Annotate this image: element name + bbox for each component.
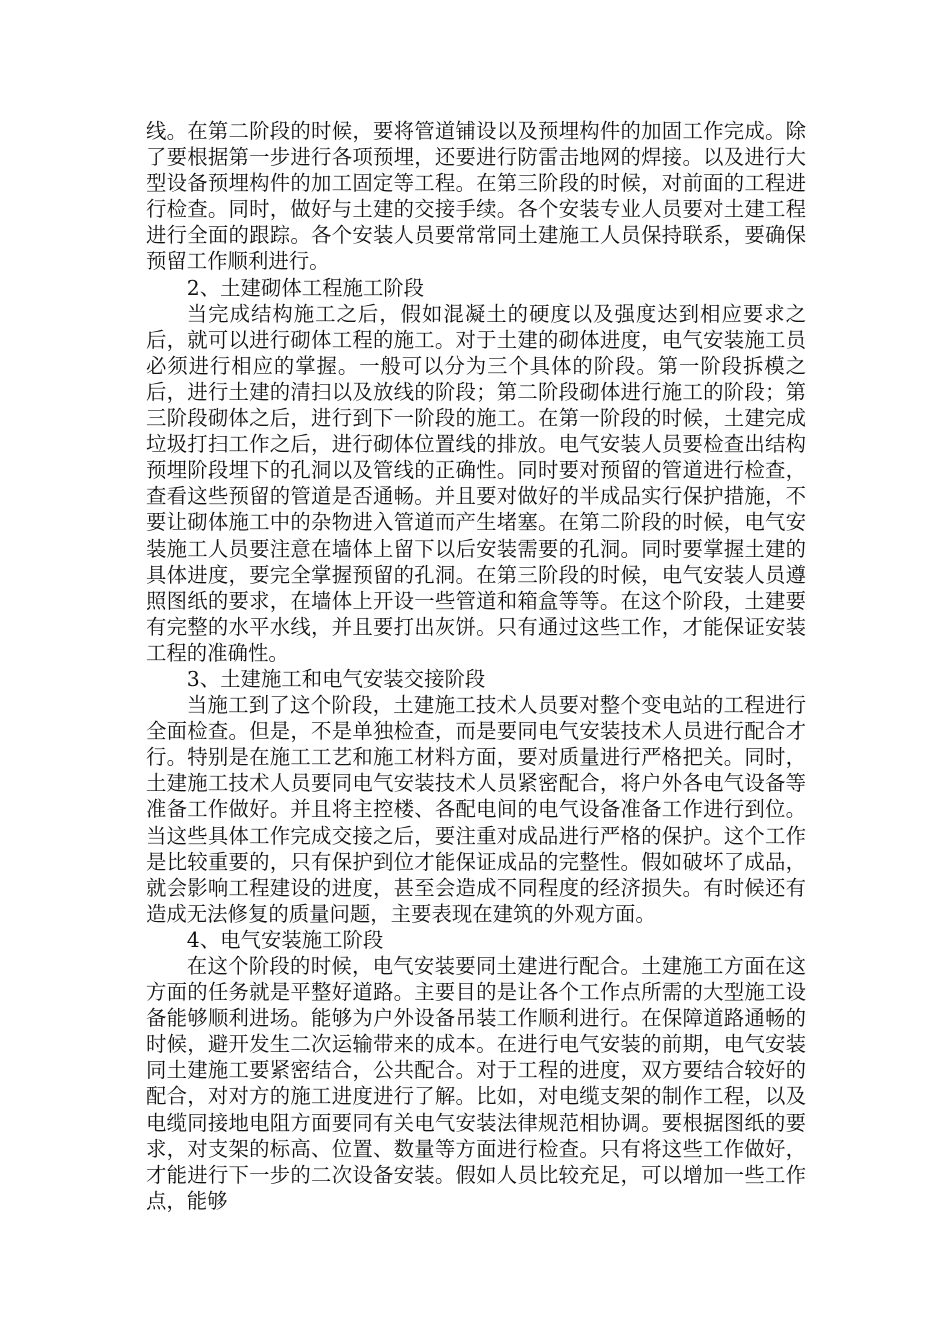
section-heading-2: 2、土建砌体工程施工阶段 bbox=[186, 275, 425, 300]
document-page bbox=[146, 118, 806, 1214]
paragraph-section-3: 当施工到了这个阶段，土建施工技术人员要对整个变电站的工程进行全面检查。但是，不是单独检查，而是要同电气安装技术人员进行配合才行。特别是在施工工艺和施工材料方面，要对质量进行严格把关。同时，土建施工技术人员要同电气安装技术人员紧密配合，将户外各电气设备等准备工作做好。并且将主控楼、各配电间的电气设备准备工作进行到位。当这些具体工作完成交接之后，要注重对成品进行严格的保护。这个工作是比较重要的，只有保护到位才能保证成品的完整性。假如破坏了成品，就会影响工程建设的进度，甚至会造成不同程度的经济损失。有时候还有造成无法修复的质量问题，主要表现在建筑的外观方面。 bbox=[146, 693, 806, 926]
section-heading-4: 4、电气安装施工阶段 bbox=[186, 927, 384, 952]
paragraph-continuation: 线。在第二阶段的时候，要将管道铺设以及预埋构件的加固工作完成。除了要根据第一步进行各项预埋，还要进行防雷击地网的焊接。以及进行大型设备预埋构件的加工固定等工程。在第三阶段的时候，对前面的工程进行检查。同时，做好与土建的交接手续。各个安装专业人员要对土建工程进行全面的跟踪。各个安装人员要常常同土建施工人员保持联系，要确保预留工作顺利进行。 bbox=[146, 119, 806, 274]
section-heading-3: 3、土建施工和电气安装交接阶段 bbox=[186, 666, 486, 691]
paragraph-section-2: 当完成结构施工之后，假如混凝土的硬度以及强度达到相应要求之后，就可以进行砌体工程的施工。对于土建的砌体进度，电气安装施工员必须进行相应的掌握。一般可以分为三个具体的阶段。第一阶段拆模之后，进行土建的清扫以及放线的阶段；第二阶段砌体进行施工的阶段；第三阶段砌体之后，进行到下一阶段的施工。在第一阶段的时候，土建完成垃圾打扫工作之后，进行砌体位置线的排放。电气安装人员要检查出结构预埋阶段埋下的孔洞以及管线的正确性。同时要对预留的管道进行检查，查看这些预留的管道是否通畅。并且要对做好的半成品实行保护措施，不要让砌体施工中的杂物进入管道而产生堵塞。在第二阶段的时候，电气安装施工人员要注意在墙体上留下以后安装需要的孔洞。同时要掌握土建的具体进度，要完全掌握预留的孔洞。在第三阶段的时候，电气安装人员遵照图纸的要求，在墙体上开设一些管道和箱盒等等。在这个阶段，土建要有完整的水平水线，并且要打出灰饼。只有通过这些工作，才能保证安装工程的准确性。 bbox=[146, 301, 806, 665]
paragraph-section-4: 在这个阶段的时候，电气安装要同土建进行配合。土建施工方面在这方面的任务就是平整好道路。主要目的是让各个工作点所需的大型施工设备能够顺利进场。能够为户外设备吊装工作顺利进行。在保障道路通畅的时候，避开发生二次运输带来的成本。在进行电气安装的前期，电气安装同土建施工要紧密结合，公共配合。对于工程的进度，双方要结合较好的配合，对对方的施工进度进行了解。比如，对电缆支架的制作工程，以及电缆同接地电阻方面要同有关电气安装法律规范相协调。要根据图纸的要求，对支架的标高、位置、数量等方面进行检查。只有将这些工作做好，才能进行下一步的二次设备安装。假如人员比较充足，可以增加一些工作点，能够 bbox=[146, 954, 806, 1213]
